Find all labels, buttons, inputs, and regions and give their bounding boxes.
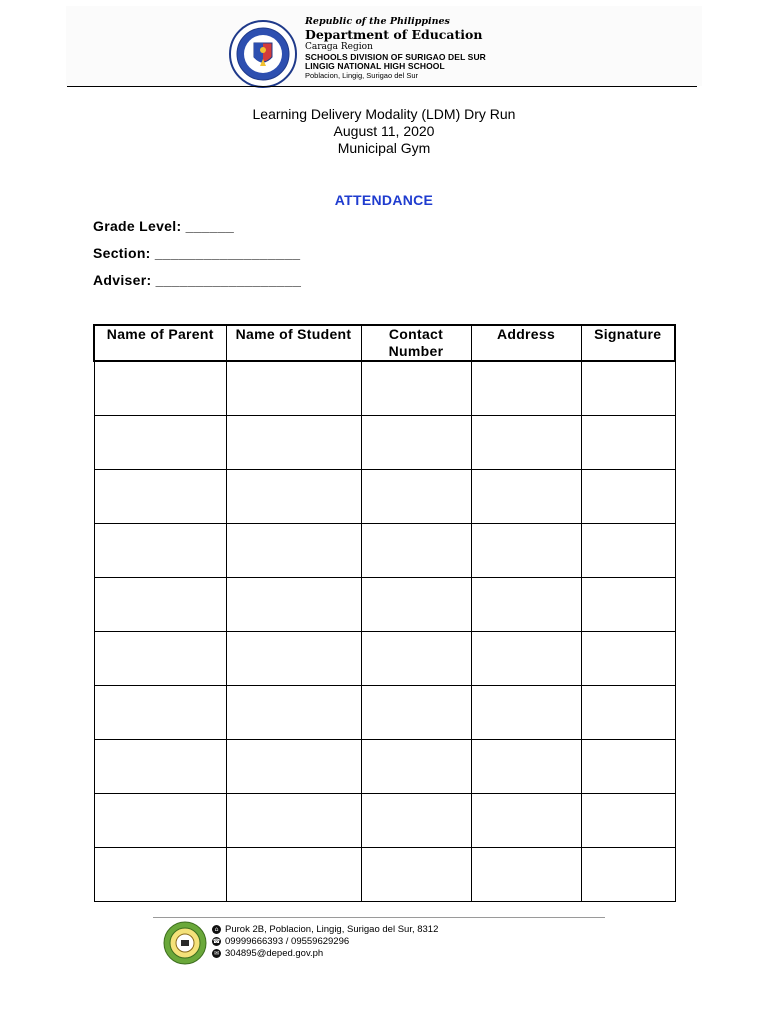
table-cell xyxy=(226,740,361,794)
school-line: LINGIG NATIONAL HIGH SCHOOL xyxy=(305,61,445,72)
table-cell xyxy=(471,740,581,794)
grade-level-field: Grade Level: ______ xyxy=(93,218,235,234)
deped-seal-icon xyxy=(228,19,298,89)
footer-phones xyxy=(212,936,349,947)
agency-block xyxy=(305,17,486,81)
table-cell xyxy=(361,794,471,848)
table-cell xyxy=(471,848,581,902)
region-line: Caraga Region xyxy=(305,42,373,53)
footer-address xyxy=(212,924,438,935)
table-cell xyxy=(226,470,361,524)
table-cell xyxy=(581,470,675,524)
footer-email-text: 304895@deped.gov.ph xyxy=(225,948,324,959)
table-cell xyxy=(471,361,581,416)
table-cell xyxy=(226,416,361,470)
table-body xyxy=(94,361,675,902)
table-cell xyxy=(471,632,581,686)
table-cell xyxy=(226,686,361,740)
table-cell xyxy=(226,632,361,686)
attendance-table xyxy=(93,324,676,902)
table-cell xyxy=(361,632,471,686)
table-cell xyxy=(471,794,581,848)
table-row xyxy=(94,578,675,632)
table-row xyxy=(94,416,675,470)
attendance-heading: ATTENDANCE xyxy=(334,192,434,208)
division-line: SCHOOLS DIVISION OF SURIGAO DEL SUR xyxy=(305,51,486,62)
table-cell xyxy=(471,524,581,578)
table-cell xyxy=(94,470,226,524)
table-header-row xyxy=(94,325,675,361)
table-cell xyxy=(581,578,675,632)
table-cell xyxy=(94,578,226,632)
table-cell xyxy=(94,524,226,578)
footer-address-text: Purok 2B, Poblacion, Lingig, Surigao del Sur, 8312 xyxy=(225,924,439,935)
table-cell xyxy=(226,361,361,416)
table-cell xyxy=(226,848,361,902)
footer-phones-text: 09999666393 / 09559629296 xyxy=(225,936,350,947)
email-icon: ✉ xyxy=(213,950,220,957)
table-cell xyxy=(581,361,675,416)
header-divider xyxy=(67,86,697,87)
table-row xyxy=(94,848,675,902)
event-venue: Municipal Gym xyxy=(337,140,431,156)
table-cell xyxy=(94,848,226,902)
table-cell xyxy=(94,632,226,686)
school-seal-icon xyxy=(163,921,207,965)
column-header-contact: Contact Number xyxy=(361,325,471,361)
school-address-line: Poblacion, Lingig, Surigao del Sur xyxy=(305,71,418,81)
section-field: Section: __________________ xyxy=(93,245,301,261)
table-cell xyxy=(361,578,471,632)
table-cell xyxy=(581,524,675,578)
table-row xyxy=(94,470,675,524)
table-cell xyxy=(361,740,471,794)
column-header-signature: Signature xyxy=(581,325,675,361)
event-date: August 11, 2020 xyxy=(333,123,435,139)
table-cell xyxy=(94,794,226,848)
table-cell xyxy=(94,361,226,416)
table-cell xyxy=(361,361,471,416)
table-row xyxy=(94,361,675,416)
event-title: Learning Delivery Modality (LDM) Dry Run xyxy=(252,106,516,122)
table-row xyxy=(94,740,675,794)
table-row xyxy=(94,524,675,578)
column-header-student: Name of Student xyxy=(226,325,361,361)
phone-icon: ☎ xyxy=(212,938,221,945)
table-cell xyxy=(226,524,361,578)
table-row xyxy=(94,794,675,848)
table-cell xyxy=(581,632,675,686)
table-cell xyxy=(361,848,471,902)
footer-divider xyxy=(153,917,605,918)
table-cell xyxy=(361,524,471,578)
table-cell xyxy=(361,686,471,740)
column-header-address: Address xyxy=(471,325,581,361)
adviser-field: Adviser: __________________ xyxy=(93,272,302,288)
table-cell xyxy=(361,416,471,470)
table-cell xyxy=(471,416,581,470)
table-cell xyxy=(581,416,675,470)
table-row xyxy=(94,686,675,740)
table-cell xyxy=(361,470,471,524)
table-cell xyxy=(581,740,675,794)
republic-line: Republic of the Philippines xyxy=(305,16,450,27)
table-cell xyxy=(226,578,361,632)
table-cell xyxy=(94,416,226,470)
location-icon: ⌂ xyxy=(212,925,221,934)
table-cell xyxy=(226,794,361,848)
table-cell xyxy=(94,740,226,794)
footer-email xyxy=(212,948,323,959)
table-cell xyxy=(581,848,675,902)
table-cell xyxy=(94,686,226,740)
table-cell xyxy=(471,686,581,740)
table-cell xyxy=(581,794,675,848)
table-cell xyxy=(581,686,675,740)
table-cell xyxy=(471,470,581,524)
table-row xyxy=(94,632,675,686)
column-header-parent: Name of Parent xyxy=(94,325,226,361)
department-line: Department of Education xyxy=(305,26,483,42)
table-cell xyxy=(471,578,581,632)
